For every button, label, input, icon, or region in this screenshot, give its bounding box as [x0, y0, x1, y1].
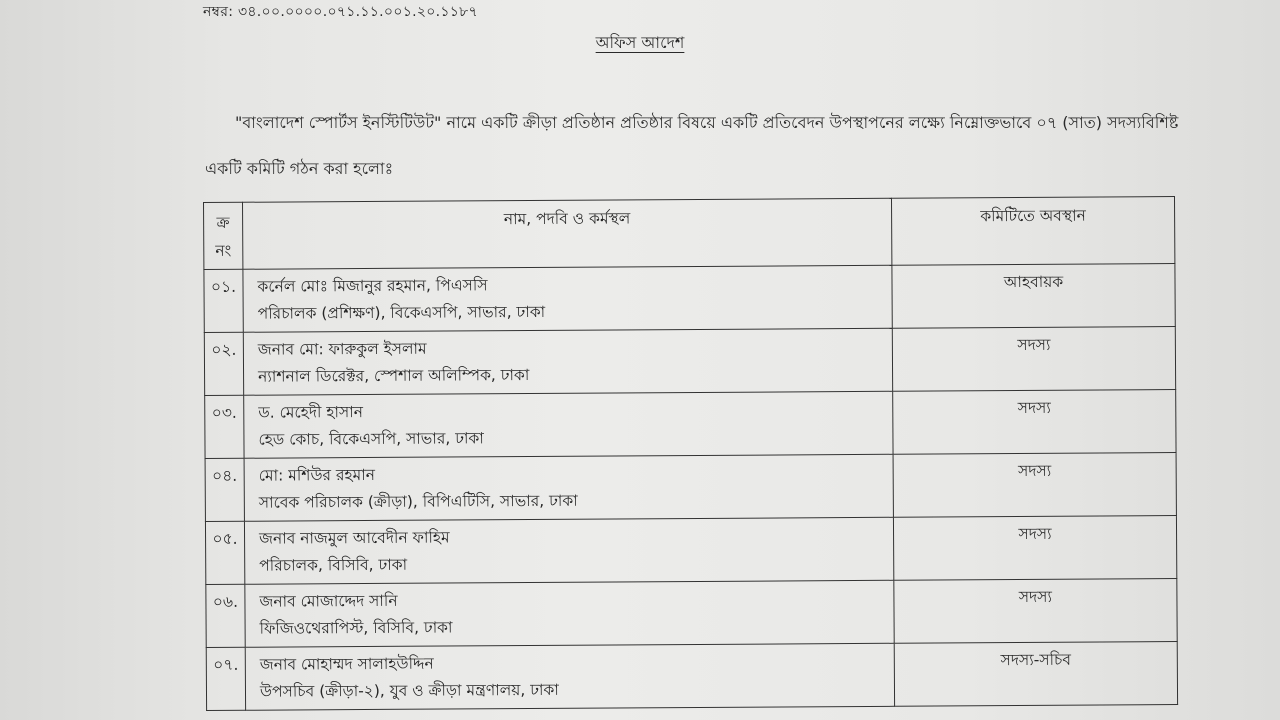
row-position: সদস্য [892, 327, 1175, 392]
memo-number [203, 0, 478, 24]
row-member [244, 517, 893, 584]
row-serial: ০৩. [205, 395, 244, 458]
table-row [205, 453, 1176, 522]
member-designation: পরিচালক, বিসিবি, ঢাকা [259, 555, 408, 575]
member-name: জনাব মোজাদ্দেদ সানি [259, 591, 398, 611]
header-position: কমিটিতে অবস্থান [891, 197, 1174, 266]
committee-table [203, 196, 1178, 711]
memo-label: নম্বর: [203, 4, 234, 20]
intro-paragraph [205, 100, 1195, 192]
row-member [243, 265, 892, 332]
row-member [245, 643, 894, 710]
member-designation: হেড কোচ, বিকেএসপি, সাভার, ঢাকা [258, 429, 484, 449]
member-name: কর্নেল মোঃ মিজানুর রহমান, পিএসসি [257, 276, 488, 296]
member-name: জনাব মো: ফারুকুল ইসলাম [257, 339, 427, 359]
header-serial: ক্র নং [204, 202, 243, 269]
memo-number-value: ৩৪.০০.০০০০.০৭১.১১.০০১.২০.১১৮৭ [238, 4, 478, 20]
table-row [205, 390, 1176, 459]
row-position: সদস্য-সচিব [894, 642, 1177, 707]
row-member [245, 580, 894, 647]
row-position: সদস্য [893, 390, 1176, 455]
row-member [244, 454, 893, 521]
table-row [204, 264, 1175, 333]
member-name: জনাব মোহাম্মদ সালাহউদ্দিন [259, 654, 434, 674]
member-name: ড. মেহেদী হাসান [258, 403, 364, 422]
member-designation: ফিজিওথেরাপিস্ট, বিসিবি, ঢাকা [259, 618, 453, 638]
table-row [205, 516, 1176, 585]
header-name: নাম, পদবি ও কর্মস্থল [243, 198, 892, 269]
member-name: জনাব নাজমুল আবেদীন ফাহিম [259, 528, 450, 548]
row-position: আহবায়ক [892, 264, 1175, 329]
row-member [243, 328, 892, 395]
intro-text: "বাংলাদেশ স্পোর্টস ইনস্টিটিউট" নামে একটি ক্রীড়া প্রতিষ্ঠান প্রতিষ্ঠার বিষয়ে একটি প্রতিবেদন উপস্থাপনের লক্ষ্যে নিম্নোক্তভাবে ০৭ (সাত) সদস্যবিশিষ্ট একটি কমিটি গঠন করা হলোঃ [205, 113, 1179, 178]
row-position: সদস্য [893, 516, 1176, 581]
member-designation: সাবেক পরিচালক (ক্রীড়া), বিপিএটিসি, সাভার, ঢাকা [258, 491, 578, 512]
row-serial: ০৪. [205, 458, 244, 521]
member-designation: পরিচালক (প্রশিক্ষণ), বিকেএসপি, সাভার, ঢাকা [257, 302, 546, 323]
member-designation: ন্যাশনাল ডিরেক্টর, স্পেশাল অলিম্পিক, ঢাকা [258, 366, 530, 386]
row-position: সদস্য [893, 453, 1176, 518]
row-serial: ০৭. [206, 647, 245, 710]
row-member [244, 391, 893, 458]
document-subject: অফিস আদেশ [595, 33, 685, 52]
row-serial: ০২. [204, 332, 243, 395]
table-row [204, 327, 1175, 396]
row-serial: ০১. [204, 269, 243, 332]
row-position: সদস্য [894, 579, 1177, 644]
table-row [206, 642, 1177, 711]
row-serial: ০৫. [205, 521, 244, 584]
table-row [206, 579, 1177, 648]
row-serial: ০৬. [206, 584, 245, 647]
member-designation: উপসচিব (ক্রীড়া-২), যুব ও ক্রীড়া মন্ত্রণালয়, ঢাকা [259, 680, 559, 701]
table-header-row [204, 197, 1175, 270]
member-name: মো: মশিউর রহমান [258, 465, 376, 485]
